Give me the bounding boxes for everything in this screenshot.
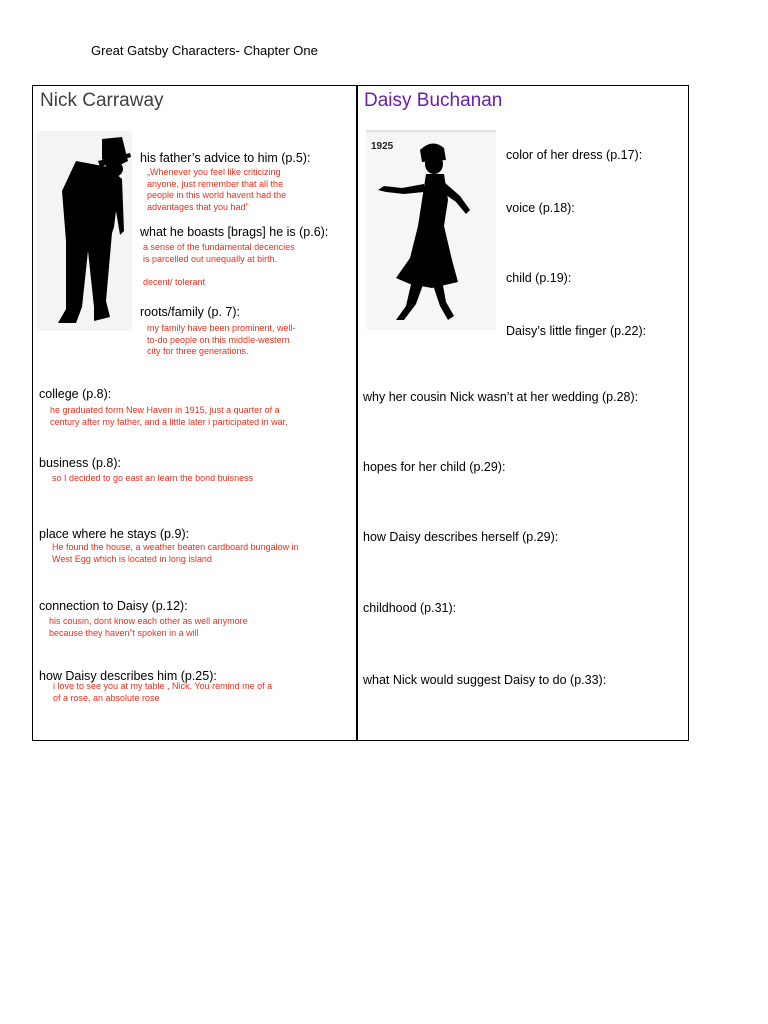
nick-q6-answer: He found the house, a weather beaten cardboard bungalow in West Egg which is located in long island xyxy=(52,542,299,564)
nick-q2-label: what he boasts [brags] he is (p.6): xyxy=(140,225,329,239)
nick-q5-label: business (p.8): xyxy=(39,456,121,470)
document-title: Great Gatsby Characters- Chapter One xyxy=(91,43,318,58)
nick-q6-label: place where he stays (p.9): xyxy=(39,527,190,541)
nick-q7-answer: his cousin, dont know each other as well anymore because they haven”t spoken in a will xyxy=(49,616,248,638)
nick-q4-answer: he graduated form New Haven in 1915, just a quarter of a century after my father, and a little later i participated in war. xyxy=(50,405,288,427)
daisy-q2-label: voice (p.18): xyxy=(506,201,575,215)
nick-silhouette-image xyxy=(36,131,132,331)
nick-q3-answer: my family have been prominent, well- to-do people on this middle-western city for three generations. xyxy=(147,323,296,356)
nick-q3-label: roots/family (p. 7): xyxy=(140,305,241,319)
nick-q1-label: his father’s advice to him (p.5): xyxy=(140,151,311,165)
daisy-q3-label: child (p.19): xyxy=(506,271,572,285)
nick-title: Nick Carraway xyxy=(40,90,164,111)
nick-q7-label: connection to Daisy (p.12): xyxy=(39,599,188,613)
daisy-q5-label: why her cousin Nick wasn’t at her wedding (p.28): xyxy=(363,390,639,404)
nick-q8-answer: i love to see you at my table , Nick. You remind me of a of a rose, an absolute rose xyxy=(53,681,273,703)
daisy-q4-label: Daisy’s little finger (p.22): xyxy=(506,324,647,338)
daisy-q1-label: color of her dress (p.17): xyxy=(506,148,643,162)
daisy-q9-label: what Nick would suggest Daisy to do (p.33): xyxy=(363,673,607,687)
nick-q5-answer: so I decided to go east an learn the bond buisness xyxy=(52,473,254,483)
nick-q2-answer: a sense of the fundamental decencies is parcelled out unequally at birth. decent/ tolerant xyxy=(143,242,295,287)
daisy-q6-label: hopes for her child (p.29): xyxy=(363,460,506,474)
daisy-silhouette-image xyxy=(366,130,496,330)
daisy-q7-label: how Daisy describes herself (p.29): xyxy=(363,530,559,544)
nick-q4-label: college (p.8): xyxy=(39,387,112,401)
daisy-q8-label: childhood (p.31): xyxy=(363,601,457,615)
daisy-title: Daisy Buchanan xyxy=(364,90,503,111)
daisy-image-year: 1925 xyxy=(371,141,394,152)
nick-q8-label: how Daisy describes him (p.25): xyxy=(39,669,217,683)
nick-q1-answer: „Whenever you feel like criticizing anyone, just remember that all the people in this world havent had the advantages that you had” xyxy=(147,167,287,212)
